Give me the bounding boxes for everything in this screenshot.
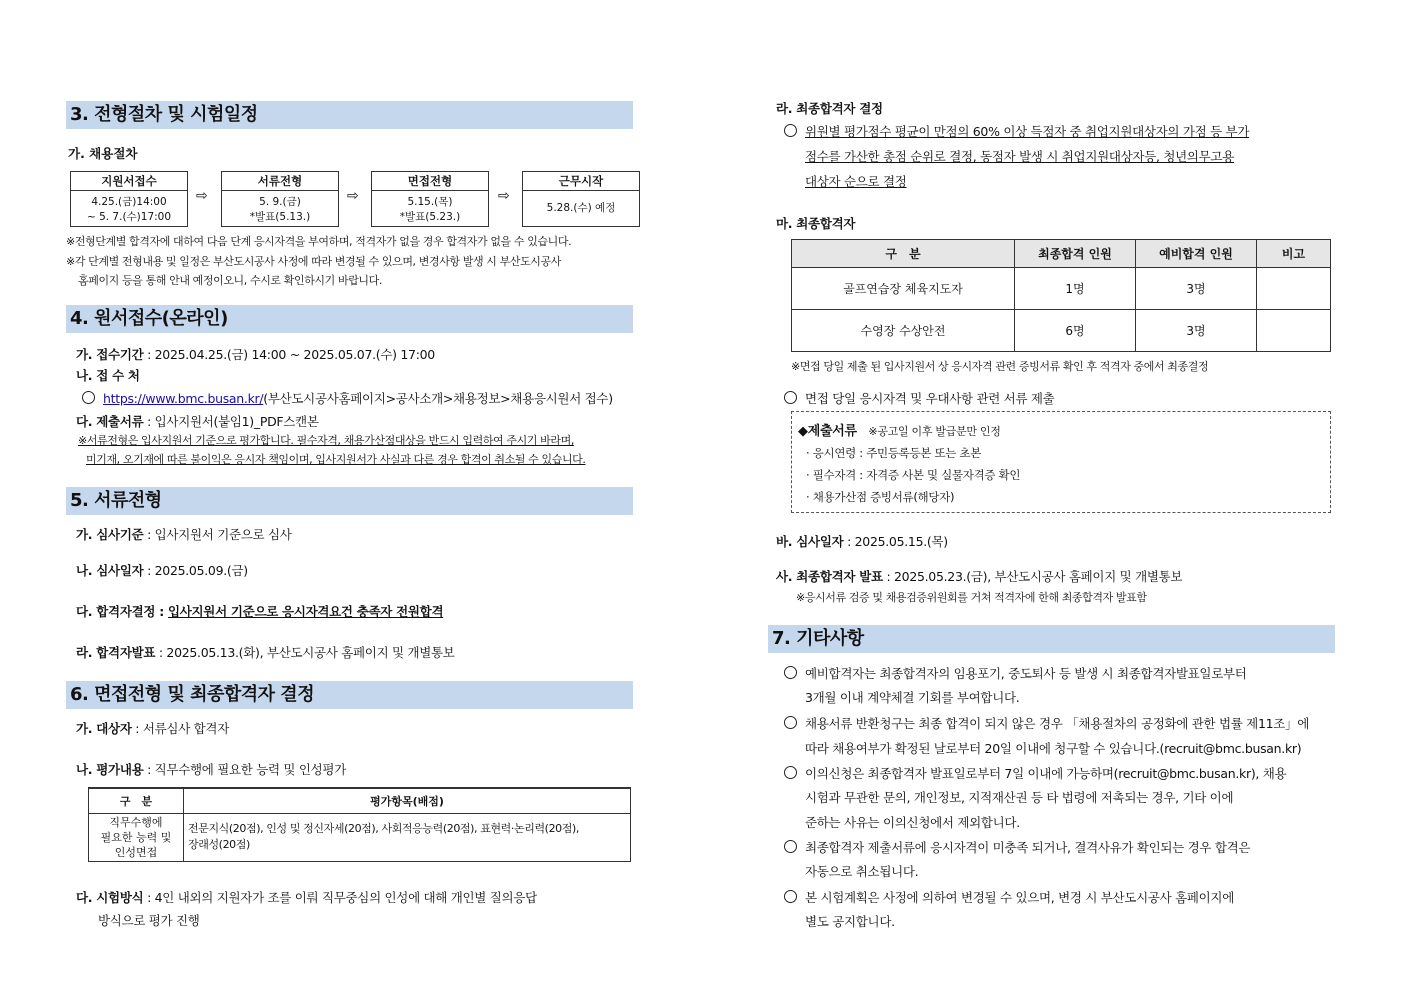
text-line: 이의신청은 최종합격자 발표일로부터 7일 이내에 가능하며(recruit@bmc.busan.kr), 채용: [805, 766, 1287, 781]
separator: :: [155, 604, 168, 619]
box-item: · 필수자격 : 자격증 사본 및 실물자격증 확인: [806, 468, 1021, 482]
label: 가. 대상자: [76, 721, 132, 736]
flow-step-line: 4.25.(금)14:00: [91, 196, 167, 208]
table-cell: 골프연습장 체육지도자: [792, 268, 1015, 310]
box-item: · 응시연령 : 주민등록등본 또는 초본: [806, 446, 982, 460]
table-cell: 3명: [1136, 268, 1257, 310]
box-title-note: ※공고일 이후 발급분만 인정: [868, 425, 1001, 438]
cell-line: 장래성(20점): [188, 838, 250, 851]
value: : 2025.05.15.(목): [843, 534, 948, 549]
label: 나. 접 수 처: [76, 368, 140, 383]
circle-bullet-icon: [784, 716, 797, 729]
label: 바. 심사일자: [776, 534, 844, 549]
table-header: 비고: [1257, 240, 1331, 268]
table-cell: 6명: [1015, 310, 1136, 352]
label: 다. 시험방식: [76, 890, 144, 905]
text-line: 준하는 사유는 이의신청에서 제외합니다.: [805, 815, 1020, 830]
box-item: · 채용가산점 증빙서류(해당자): [806, 490, 955, 504]
value: : 2025.05.09.(금): [143, 563, 248, 578]
note: ※면접 당일 제출 된 입사지원서 상 응시자격 관련 증빙서류 확인 후 적격자 중에서 최종결정: [791, 360, 1209, 373]
table-header: 구 분: [89, 788, 184, 813]
value: (부산도시공사홈페이지>공사소개>채용정보>채용응시원서 접수): [263, 391, 613, 406]
flow-step: [522, 171, 640, 227]
text-line: 별도 공지합니다.: [805, 914, 895, 929]
flow-step-line: *발표(5.13.): [249, 211, 311, 223]
value: : 입사지원서 기준으로 심사: [143, 527, 292, 542]
note: ※전형단계별 합격자에 대하여 다음 단계 응시자격을 부여하며, 적격자가 없을 경우 합격자가 없을 수 있습니다.: [66, 235, 572, 248]
flow-step-head: 근무시작: [523, 172, 639, 191]
flow-step-head: 지원서접수: [71, 172, 187, 191]
circle-bullet-icon: [784, 124, 797, 137]
label: 사. 최종합격자 발표: [776, 569, 883, 584]
text-line: 최종합격자 제출서류에 응시자격이 미충족 되거나, 결격사유가 확인되는 경우 합격은: [805, 840, 1251, 855]
flow-step-line: ~ 5. 7.(수)17:00: [86, 211, 172, 223]
label: 나. 평가내용: [76, 762, 144, 777]
flow-step-head: 서류전형: [222, 172, 338, 191]
circle-bullet-icon: [82, 391, 95, 404]
circle-bullet-icon: [784, 666, 797, 679]
value: : 2025.05.13.(화), 부산도시공사 홈페이지 및 개별통보: [155, 645, 455, 660]
box-title: ◆제출서류: [798, 424, 857, 439]
circle-bullet-icon: [784, 766, 797, 779]
table-header: 평가항목(배점): [184, 788, 631, 813]
table-cell: 1명: [1015, 268, 1136, 310]
table-header: 최종합격 인원: [1015, 240, 1136, 268]
label: 가. 심사기준: [76, 527, 144, 542]
value: : 2025.05.23.(금), 부산도시공사 홈페이지 및 개별통보: [882, 569, 1183, 584]
table-cell: 수영장 수상안전: [792, 310, 1015, 352]
circle-bullet-icon: [784, 890, 797, 903]
label: 다. 합격자결정: [76, 604, 156, 619]
text-line: 예비합격자는 최종합격자의 임용포기, 중도퇴사 등 발생 시 최종합격자발표일로부터: [805, 666, 1247, 681]
table-header: 예비합격 인원: [1136, 240, 1257, 268]
arrow-right-icon: ⇨: [498, 188, 510, 204]
text-line: 채용서류 반환청구는 최종 합격이 되지 않은 경우 「채용절차의 공정화에 관한 법률 제11조」에: [805, 716, 1310, 731]
value: : 직무수행에 필요한 능력 및 인성평가: [143, 762, 346, 777]
text-line: 위원별 평가점수 평균이 만점의 60% 이상 득점자 중 취업지원대상자의 가점 등 부가: [805, 124, 1250, 139]
cell-line: 인성면접: [114, 845, 158, 859]
table-cell: [89, 813, 184, 861]
circle-bullet-icon: [784, 840, 797, 853]
table-cell: [1257, 310, 1331, 352]
flow-step-line: 5.28.(수) 예정: [546, 202, 616, 214]
label: 가. 접수기간: [76, 347, 144, 362]
section-title: 3. 전형절차 및 시험일정: [66, 101, 633, 129]
note: ※응시서류 검증 및 채용검증위원회를 거쳐 적격자에 한해 최종합격자 발표함: [796, 591, 1147, 604]
text-line: 자동으로 취소됩니다.: [805, 864, 919, 879]
text-line: 시험과 무관한 문의, 개인정보, 지적재산권 등 타 법령에 저촉되는 경우, 기타 이에: [805, 790, 1234, 805]
note: 홈페이지 등을 통해 안내 예정이오니, 수시로 확인하시기 바랍니다.: [78, 274, 382, 287]
section-title: 7. 기타사항: [768, 625, 1335, 653]
value: 입사지원서 기준으로 응시자격요건 충족자 전원합격: [167, 604, 444, 619]
section-title: 5. 서류전형: [66, 487, 633, 515]
text-line: 따라 채용여부가 확정된 날로부터 20일 이내에 청구할 수 있습니다.(recruit@bmc.busan.kr): [805, 741, 1302, 756]
evaluation-table: [88, 787, 631, 862]
table-cell: [184, 813, 631, 861]
value: : 서류심사 합격자: [131, 721, 229, 736]
homepage-link[interactable]: https://www.bmc.busan.kr/: [103, 391, 264, 406]
section-title: 4. 원서접수(온라인): [66, 305, 633, 333]
label: 라. 최종합격자 결정: [776, 101, 883, 116]
final-pass-table: [791, 239, 1331, 352]
flow-step: [221, 171, 339, 227]
value: : 2025.04.25.(금) 14:00 ~ 2025.05.07.(수) 17:00: [143, 347, 435, 362]
documents-box: [791, 411, 1331, 513]
flow-step-head: 면접전형: [372, 172, 488, 191]
note: ※각 단계별 전형내용 및 일정은 부산도시공사 사정에 따라 변경될 수 있으며, 변경사항 발생 시 부산도시공사: [66, 255, 561, 268]
section-title: 6. 면접전형 및 최종합격자 결정: [66, 681, 633, 709]
subheading: 가. 채용절차: [68, 146, 138, 161]
text-line: 3개월 이내 계약체결 기회를 부여합니다.: [805, 690, 1020, 705]
flow-step-line: 5. 9.(금): [259, 196, 301, 208]
text-line: 점수를 가산한 총점 순위로 결정, 동점자 발생 시 취업지원대상자등, 청년의무고용: [805, 149, 1234, 164]
value: : 입사지원서(붙임1)_PDF스캔본: [143, 414, 319, 429]
cell-line: 필요한 능력 및: [100, 830, 172, 844]
arrow-right-icon: ⇨: [196, 188, 208, 204]
text-line: 본 시험계획은 사정에 의하여 변경될 수 있으며, 변경 시 부산도시공사 홈페이지에: [805, 890, 1234, 905]
flow-step-line: 5.15.(목): [407, 196, 453, 208]
label: 다. 제출서류: [76, 414, 144, 429]
text-line: 면접 당일 응시자격 및 우대사항 관련 서류 제출: [805, 391, 1055, 406]
note: ※서류전형은 입사지원서 기준으로 평가합니다. 필수자격, 채용가산점대상을 반드시 입력하여 주시기 바라며,: [78, 434, 574, 447]
flow-step: [371, 171, 489, 227]
value: : 4인 내외의 지원자가 조를 이뤄 직무중심의 인성에 대해 개인별 질의응답: [143, 890, 537, 905]
flow-step: [70, 171, 188, 227]
table-cell: [1257, 268, 1331, 310]
circle-bullet-icon: [784, 391, 797, 404]
table-row: [792, 310, 1331, 352]
cell-line: 전문지식(20점), 인성 및 정신자세(20점), 사회적응능력(20점), 표현력·논리력(20점),: [188, 822, 579, 835]
note: 미기재, 오기재에 따른 불이익은 응시자 책임이며, 입사지원서가 사실과 다른 경우 합격이 취소될 수 있습니다.: [86, 453, 586, 466]
table-cell: 3명: [1136, 310, 1257, 352]
table-row: [792, 268, 1331, 310]
label: 라. 합격자발표: [76, 645, 156, 660]
label: 마. 최종합격자: [776, 216, 856, 231]
text-line: 대상자 순으로 결정: [805, 174, 907, 189]
label: 나. 심사일자: [76, 563, 144, 578]
table-header: 구 분: [792, 240, 1015, 268]
value: 방식으로 평가 진행: [98, 913, 200, 928]
arrow-right-icon: ⇨: [347, 188, 359, 204]
flow-step-line: *발표(5.23.): [399, 211, 461, 223]
cell-line: 직무수행에: [109, 815, 163, 829]
